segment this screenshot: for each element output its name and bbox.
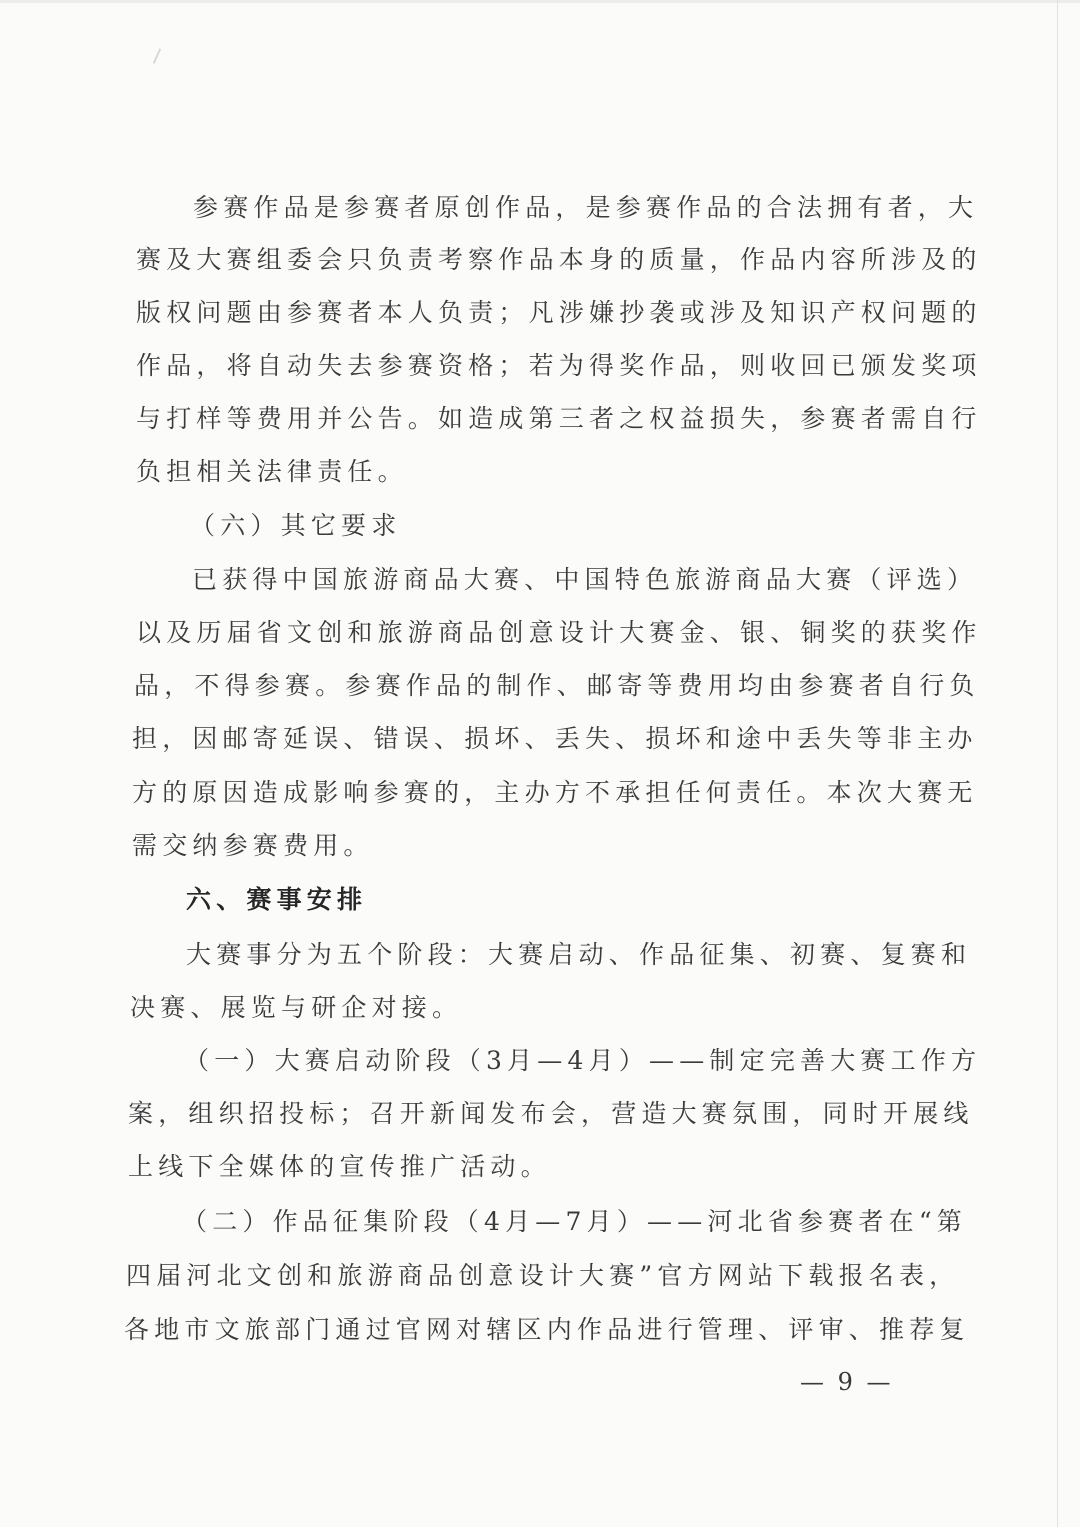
subheading-other-requirements: （六）其它要求 [190, 511, 402, 540]
paragraph-requirements-line-1: 已获得中国旅游商品大赛、中国特色旅游商品大赛（评选） [192, 565, 978, 594]
section-heading-schedule: 六、赛事安排 [186, 885, 368, 914]
paragraph-requirements-line-4: 担，因邮寄延误、错误、损坏、丢失、损坏和途中丢失等非主办 [132, 724, 978, 753]
paragraph-launch-stage-line-3: 上线下全媒体的宣传推广活动。 [128, 1152, 551, 1181]
scan-right-edge [1057, 0, 1058, 1527]
paragraph-copyright-line-2: 赛及大赛组委会只负责考察作品本身的质量，作品内容所涉及的 [136, 245, 982, 274]
paragraph-requirements-line-6: 需交纳参赛费用。 [132, 831, 374, 860]
paragraph-stages-line-1: 大赛事分为五个阶段：大赛启动、作品征集、初赛、复赛和 [186, 940, 972, 969]
paragraph-requirements-line-3: 品，不得参赛。参赛作品的制作、邮寄等费用均由参赛者自行负 [134, 671, 980, 700]
paragraph-stages-line-2: 决赛、展览与研企对接。 [130, 993, 463, 1022]
paragraph-collection-stage-line-1: （二）作品征集阶段（4月—7月）——河北省参赛者在“第 [182, 1207, 967, 1236]
paragraph-copyright-line-4: 作品，将自动失去参赛资格；若为得奖作品，则收回已颁发奖项 [136, 351, 982, 380]
paragraph-launch-stage-line-2: 案，组织招投标；召开新闻发布会，营造大赛氛围，同时开展线 [128, 1099, 974, 1128]
paragraph-copyright-line-5: 与打样等费用并公告。如造成第三者之权益损失，参赛者需自行 [136, 404, 982, 433]
paragraph-collection-stage-line-2: 四届河北文创和旅游商品创意设计大赛”官方网站下载报名表， [126, 1261, 960, 1290]
paragraph-collection-stage-line-3: 各地市文旅部门通过官网对辖区内作品进行管理、评审、推荐复 [124, 1315, 970, 1344]
paragraph-requirements-line-2: 以及历届省文创和旅游商品创意设计大赛金、银、铜奖的获奖作 [136, 618, 982, 647]
paragraph-launch-stage-line-1: （一）大赛启动阶段（3月—4月）——制定完善大赛工作方 [184, 1046, 982, 1075]
scan-top-edge [0, 0, 1080, 3]
paragraph-requirements-line-5: 方的原因造成影响参赛的，主办方不承担任何责任。本次大赛无 [132, 778, 978, 807]
scan-speck [153, 48, 161, 63]
paragraph-copyright-line-3: 版权问题由参赛者本人负责；凡涉嫌抄袭或涉及知识产权问题的 [136, 298, 982, 327]
page-number: — 9 — [800, 1368, 894, 1396]
paragraph-copyright-line-1: 参赛作品是参赛者原创作品，是参赛作品的合法拥有者，大 [193, 193, 979, 222]
paragraph-copyright-line-6: 负担相关法律责任。 [136, 457, 408, 486]
